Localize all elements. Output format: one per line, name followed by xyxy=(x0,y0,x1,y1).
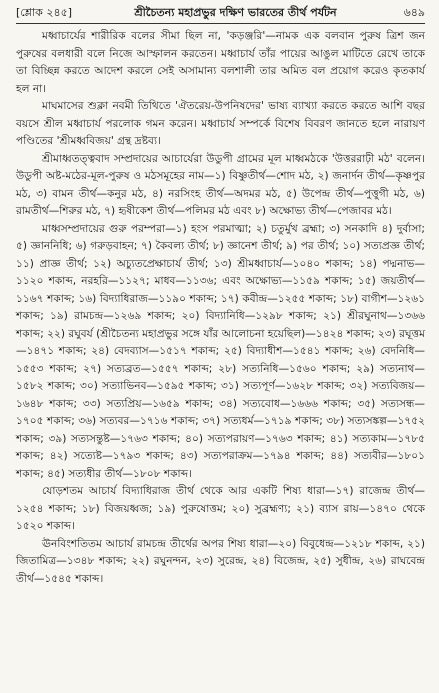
header-rule xyxy=(16,23,425,24)
paragraph-vidyadhiraj-lineage: যোড়শতম আচার্য বিদ্যাধিরাজ তীর্থ থেকে আর একটি শিষ্য ধারা—১৭) রাজেন্দ্র তীর্থ—১২৫৪ শকাব্দ; ১৮) বিজয়ধ্বজ; ১৯) পুরুষোত্তম; ২০) সুব্রহ্মণ্য; ২১) ব্যাস রায়—১৪৭০ থেকে ১৫২০ শকাব্দ। xyxy=(16,485,425,532)
page-number: ৬৪৯ xyxy=(403,6,425,19)
paragraph-madhva-strength: মধ্বাচার্যের শারীরিক বলের সীমা ছিল না, 'কড়ঞ্জরি'—নামক এক বলবান পুরুষ ত্রিশ জন পুরুষের বলধারী বলে নিজে আস্ফালন করতেন। মধ্বাচার্য তাঁর পায়ের আঙুল মাটিতে রেখে তাকে তা বিচ্ছিন্ন করতে আদেশ করলে সেই অসামান্য বলশালী তার অমিত বল প্রয়োগ করেও কৃতকার্য হল না। xyxy=(16,30,425,95)
paragraph-udupi-maths: শ্রীমাধ্বতত্ত্ববাদ সম্প্রদায়ের আচার্যেরা উডুপী গ্রামের মূল মাধ্বমঠকে 'উত্তররাঢ়ী মঠ' বলেন। উডুপী অষ্ট-মঠের-মূল-পুরুষ ও মঠসমূহের নাম—১) বিষ্ণুতীর্থ—শোদ মঠ, ২) জনার্দন তীর্থ—কৃষ্ণপুর মঠ, ৩) বামন তীর্থ—কনুর মঠ, ৪) নরসিংহ তীর্থ—অদমর মঠ, ৫) উপেন্দ্র তীর্থ—পুত্তুগী মঠ, ৬) রামতীর্থ—শিরুর মঠ, ৭) হৃষীকেশ তীর্থ—পলিমর মঠ এবং ৮) অক্ষোভ্য তীর্থ—পেজাবর মঠ। xyxy=(16,152,425,217)
page-header xyxy=(16,6,425,23)
paragraph-guru-parampara: মাধ্বসম্প্রদায়ের গুরু পরম্পরা—১) হংস পরমাত্মা; ২) চতুর্মুখ ব্রহ্মা; ৩) সনকাদি ৪) দুর্বাসা; ৫) জ্ঞাননিধি; ৬) গরুড়বাহন; ৭) কৈবল্য তীর্থ; ৮) জ্ঞানেশ তীর্থ; ৯) পর তীর্থ; ১০) সত্যপ্রজ্ঞ তীর্থ; ১১) প্রাজ্ঞ তীর্থ; ১২) অচ্যুতপ্রেক্ষাচার্য তীর্থ; ১৩) শ্রীমধ্বাচার্য—১০৪০ শকাব্দ; ১৪) পদ্মনাভ—১১২০ শকাব্দ, নরহরি—১১২৭; মাধব—১১৩৬; এবং অক্ষোভ্য—১১৫৯ শকাব্দ; ১৫) জয়তীর্থ—১১৬৭ শকাব্দ; ১৬) বিদ্যাধিরাজ—১১৯০ শকাব্দ; ১৭) কবীন্দ্র—১২৫৫ শকাব্দ; ১৮) বাগীশ—১২৬১ শকাব্দ; ১৯) রামচন্দ্র—১২৬৯ শকাব্দ; ২০) বিদ্যানিধি—১২৯৮ শকাব্দ; ২১) শ্রীরঘুনাথ—১৩৬৬ শকাব্দ; ২২) রঘুবর্য (শ্রীচৈতন্য মহাপ্রভুর সঙ্গে যাঁর আলোচনা হয়েছিল)—১৪২৪ শকাব্দ; ২৩) রঘূত্তম—১৪৭১ শকাব্দ; ২৪) বেদব্যাস—১৫১৭ শকাব্দ; ২৫) বিদ্যাধীশ—১৫৪১ শকাব্দ; ২৬) বেদনিধি—১৫৫৩ শকাব্দ; ২৭) সত্যব্রত—১৫৫৭ শকাব্দ; ২৮) সত্যনিধি—১৫৬০ শকাব্দ; ২৯) সত্যনাথ—১৫৮২ শকাব্দ; ৩০) সত্যাভিনব—১৫৯৫ শকাব্দ; ৩১) সত্যপূর্ণ—১৬২৮ শকাব্দ; ৩২) সত্যবিজয়—১৬৪৮ শকাব্দ; ৩৩) সত্যপ্রিয়—১৬৫৯ শকাব্দ; ৩৪) সত্যবোধ—১৬৬৬ শকাব্দ; ৩৫) সত্যসন্ধ—১৭০৫ শকাব্দ; ৩৬) সত্যবর—১৭১৬ শকাব্দ; ৩৭) সত্যধর্ম—১৭১৯ শকাব্দ; ৩৮) সত্যসঙ্কল্প—১৭৫২ শকাব্দ; ৩৯) সত্যসন্তুষ্ট—১৭৬৩ শকাব্দ; ৪০) সত্যপরায়ণ—১৭৬৩ শকাব্দ; ৪১) সত্যকাম—১৭৮৫ শকাব্দ; ৪২) সত্যেষ্ট—১৭৯৩ শকাব্দ; ৪৩) সত্যপরাক্রম—১৭৯৪ শকাব্দ; ৪৪) সত্যবীর—১৮০১ শকাব্দ; ৪৫) সত্যধীর তীর্থ—১৮০৮ শকাব্দ। xyxy=(16,222,426,480)
chapter-title: শ্রীচৈতন্য মহাপ্রভুর দক্ষিণ ভারতের তীর্থ পর্যটন xyxy=(134,6,337,19)
verse-reference: [শ্লোক ২৪৫] xyxy=(16,6,73,19)
page-body xyxy=(16,28,425,588)
paragraph-ramachandra-lineage: ঊনবিংশতিতম আচার্য রামচন্দ্র তীর্থের অপর শিষ্য ধারা—২০) বিবুধেন্দ্র—১২১৮ শকাব্দ, ২১) জিতামিত্র—১৩৪৮ শকাব্দ; ২২) রঘুনন্দন, ২৩) সুরেন্দ্র, ২৪) বিজেন্দ্র, ২৫) সুধীন্দ্র, ২৬) রাঘবেন্দ্র তীর্থ—১৫৪৫ শকাব্দ। xyxy=(16,537,425,585)
paragraph-madhva-passing: মাঘমাসের শুক্লা নবমী তিথিতে 'ঐতরেয়-উপনিষদের' ভাষ্য ব্যাখ্যা করতে করতে আশি বছর বয়সে শ্রীল মধ্বাচার্য পরলোক গমন করেন। মধ্বাচার্য সম্পর্কে বিশেষ বিবরণ জানতে হলে নারায়ণ পণ্ডিতের 'শ্রীমধ্ববিজয়' গ্রন্থ দ্রষ্টব্য। xyxy=(16,100,425,147)
